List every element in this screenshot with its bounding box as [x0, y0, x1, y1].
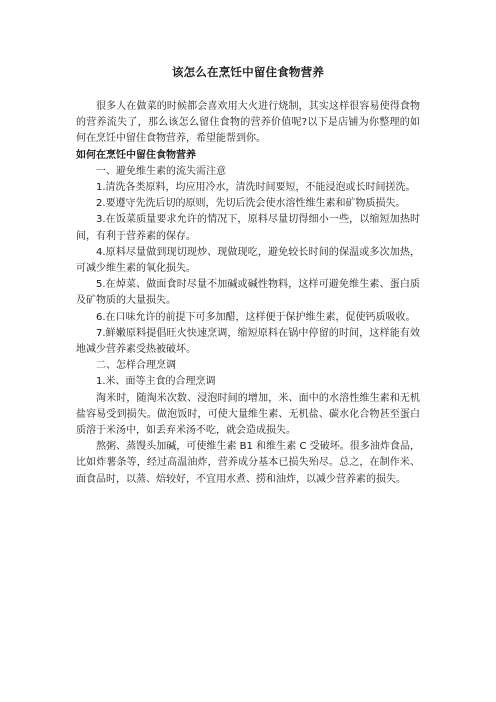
section1-item: 5.在焯菜、做面食时尽量不加碱或碱性物料，这样可避免维生素、蛋白质及矿物质的大量损失。: [76, 279, 420, 307]
section2-paragraph: 熬粥、蒸馒头加碱，可使维生素 B1 和维生素 C 受破坏。很多油炸食品，比如炸薯条等，经过高温油炸，营养成分基本已损失殆尽。总之，在制作米、面食品时，以蒸、焙较好，不宜用水煮、捞和油炸，以减少营养素的损失。: [76, 441, 420, 485]
section1-item: 1.清洗各类原料，均应用冷水，清洗时间要短，不能浸泡或长时间搓洗。: [96, 182, 416, 194]
section1-item: 4.原料尽量做到现切现炒、现做现吃，避免较长时间的保温或多次加热，可减少维生素的氧化损失。: [76, 246, 420, 275]
section2-subheading: 1.米、面等主食的合理烹调: [96, 376, 216, 388]
section1-item: 2.要遵守先洗后切的原则，先切后洗会使水溶性维生素和矿物质损失。: [96, 198, 406, 210]
section1-item: 3.在饭菜质量要求允许的情况下，原料尽量切得细小一些，以缩短加热时间，有利于营养素的保存。: [76, 214, 420, 242]
section2-heading: 二、怎样合理烹调: [96, 360, 176, 372]
section1-item: 7.鲜嫩原料提倡旺火快速烹调，缩短原料在锅中停留的时间，这样能有效地减少营养素受热被破坏。: [76, 327, 420, 356]
document-title: 该怎么在烹饪中留住食物营养: [171, 65, 325, 79]
section2-paragraph: 淘米时，随淘米次数、浸泡时间的增加，米、面中的水溶性维生素和无机盐容易受到损失。做泡饭时，可使大量维生素、无机盐、碳水化合物甚至蛋白质溶于米汤中，如丢弃米汤不吃，就会造成损失。: [76, 392, 420, 437]
section1-heading: 一、避免维生素的流失需注意: [96, 165, 226, 177]
intro-paragraph: 很多人在做菜的时候都会喜欢用大火进行烧制，其实这样很容易使得食物的营养流失了，那么该怎么留住食物的营养价值呢?以下是店铺为你整理的如何在烹饪中留住食物营养，希望能帮到你。: [76, 101, 420, 145]
section1-item: 6.在口味允许的前提下可多加醋，这样便于保护维生素，促使钙质吸收。: [96, 311, 416, 323]
main-heading: 如何在烹饪中留住食物营养: [76, 149, 196, 161]
